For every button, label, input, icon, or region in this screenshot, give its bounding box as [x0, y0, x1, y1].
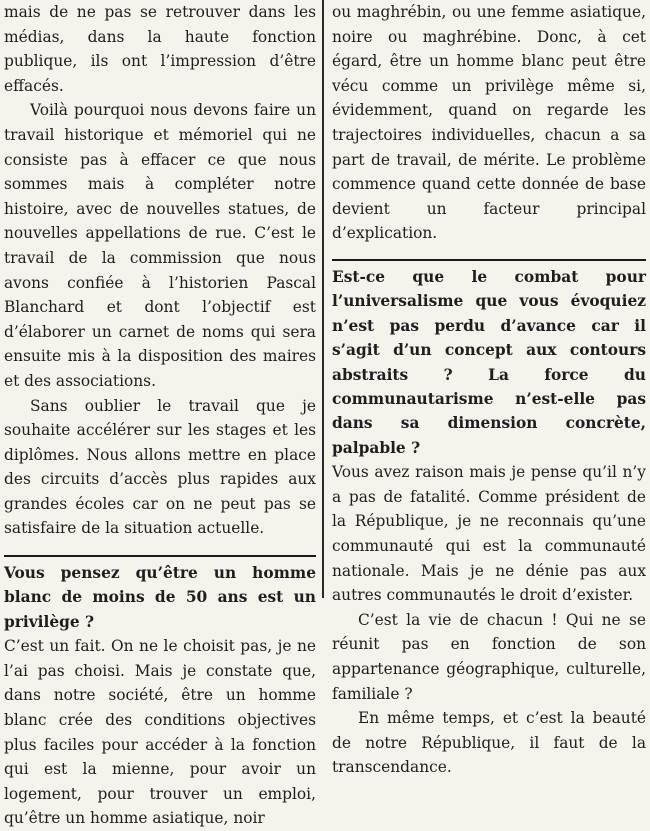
answer-1-paragraph: C’est un fait. On ne le choisit pas, je ne l’ai pas choisi. Mais je constate que, dans notre société, être un homme blanc crée des conditions objectives plus faciles pour accéder à la fonction qui est la mienne, pour avoir un logement, pour trouver un emploi, qu’être un homme asiatique, noir: [4, 637, 316, 828]
interview-question-2: Est-ce que le combat pour l’universalisme que vous évoquiez n’est pas perdu d’avance car il s’agit d’un concept aux contours abstraits ? La force du communautarisme n’est-elle pas dans sa dimension concrète, palpable ?: [332, 259, 646, 460]
answer-2-paragraph-2: C’est la vie de chacun ! Qui ne se réunit pas en fonction de son appartenance géographique, culturelle, familiale ?: [332, 610, 646, 703]
left-column: [4, 0, 316, 831]
left-paragraph-3: Sans oublier le travail que je souhaite accélérer sur les stages et les diplômes. Nous allons mettre en place des circuits d’accès plus rapides aux grandes écoles car on ne peut pas se satisfaire de la situation actuelle.: [4, 396, 316, 538]
column-divider: [322, 0, 324, 598]
left-paragraph-1: mais de ne pas se retrouver dans les médias, dans la haute fonction publique, ils ont l’impression d’être effacés.: [4, 3, 316, 95]
spacer: [4, 541, 316, 555]
answer-2: [332, 460, 646, 780]
right-paragraph-1: ou maghrébin, ou une femme asiatique, noire ou maghrébine. Donc, à cet égard, être un homme blanc peut être vécu comme un privilège même si, évidemment, quand on regarde les trajectoires individuelles, chacun a sa part de travail, de mérite. Le problème commence quand cette donnée de base devient un facteur principal d’explication.: [332, 3, 646, 243]
answer-2-paragraph-3: En même temps, et c’est la beauté de notre République, il faut de la transcendance.: [332, 709, 646, 777]
left-paragraph-2: Voilà pourquoi nous devons faire un travail historique et mémoriel qui ne consiste pas à effacer ce que nous sommes mais à compléter notre histoire, avec de nouvelles statues, de nouvelles appellations de rue. C’est le travail de la commission que nous avons confiée à l’historien Pascal Blanchard et dont l’objectif est d’élaborer un carnet de noms qui sera ensuite mis à la disposition des maires et des associations.: [4, 101, 316, 390]
interview-question-1: Vous pensez qu’être un homme blanc de moins de 50 ans est un privilège ?: [4, 555, 316, 634]
right-column: [332, 0, 646, 780]
answer-2-paragraph-1: Vous avez raison mais je pense qu’il n’y a pas de fatalité. Comme président de la République, je ne reconnais qu’une communauté qui est la communauté nationale. Mais je ne dénie pas aux autres communautés le droit d’exister.: [332, 463, 646, 605]
spacer: [332, 246, 646, 259]
